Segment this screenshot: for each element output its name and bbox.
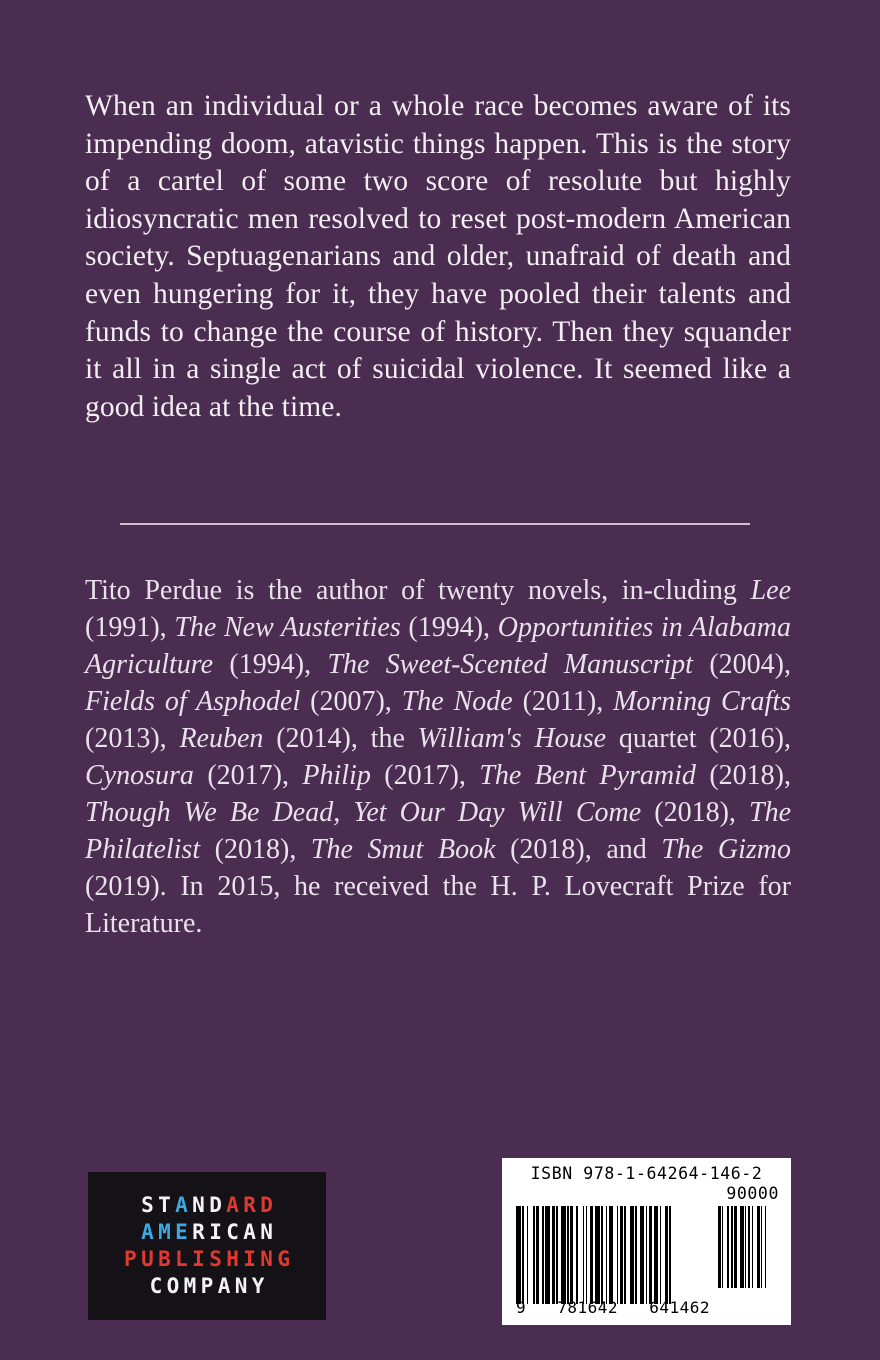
- logo-letter: E: [175, 1220, 188, 1244]
- book-title: The Gizmo: [661, 834, 791, 865]
- logo-letter: A: [141, 1220, 154, 1244]
- logo-letter: T: [158, 1193, 171, 1217]
- logo-letter: I: [192, 1247, 205, 1271]
- logo-letter: I: [209, 1220, 222, 1244]
- book-blurb: When an individual or a whole race becomes aware of its impending doom, atavistic things happen. This is the story of a cartel of some two score of resolute but highly idiosyncratic men resolved to reset post-modern American society. Septuagenarians and older, unafraid of death and even hungering for it, they have pooled their talents and funds to change the course of history. Then they squander it all in a single act of suicidal violence. It seemed like a good idea at the time.: [85, 90, 791, 423]
- logo-letter: P: [124, 1247, 137, 1271]
- ean13-digit-group: 9: [516, 1298, 527, 1317]
- logo-letter: N: [260, 1220, 273, 1244]
- logo-letter: C: [149, 1274, 163, 1298]
- logo-letter: Y: [251, 1274, 265, 1298]
- book-title: The Smut Book: [310, 834, 496, 865]
- logo-letter: R: [192, 1220, 205, 1244]
- logo-letter: B: [158, 1247, 171, 1271]
- barcode-space: [766, 1206, 770, 1288]
- logo-letter: A: [226, 1193, 239, 1217]
- publisher-logo-line-4: [147, 1276, 266, 1297]
- publisher-logo-line-3: [122, 1249, 292, 1270]
- book-title: The Philatelist: [85, 797, 791, 865]
- price-code-label: 90000: [726, 1184, 779, 1203]
- book-title: The Bent Pyramid: [479, 760, 696, 791]
- section-divider: [120, 523, 750, 525]
- publisher-logo-line-1: [139, 1195, 275, 1216]
- barcode-space: [671, 1206, 676, 1304]
- logo-letter: G: [277, 1247, 290, 1271]
- ean13-digit-group: 641462: [649, 1298, 710, 1317]
- logo-letter: I: [243, 1247, 256, 1271]
- book-title: Lee: [750, 575, 791, 606]
- publisher-logo-line-2: [139, 1222, 275, 1243]
- logo-letter: P: [200, 1274, 214, 1298]
- logo-letter: R: [243, 1193, 256, 1217]
- logo-letter: D: [209, 1193, 222, 1217]
- barcode-block: [502, 1158, 791, 1325]
- logo-letter: H: [226, 1247, 239, 1271]
- ean13-bars: [516, 1206, 710, 1304]
- book-title: William's House: [417, 723, 607, 754]
- logo-letter: M: [183, 1274, 197, 1298]
- book-title: Fields of Asphodel: [85, 686, 301, 717]
- publisher-logo-lines: [88, 1172, 326, 1320]
- logo-letter: C: [226, 1220, 239, 1244]
- book-title: The New Austerities: [174, 612, 401, 643]
- book-title: Cynosura: [85, 760, 194, 791]
- ean13-digits: [516, 1298, 710, 1317]
- logo-letter: L: [175, 1247, 188, 1271]
- logo-letter: M: [158, 1220, 171, 1244]
- logo-letter: S: [209, 1247, 222, 1271]
- logo-letter: A: [243, 1220, 256, 1244]
- logo-letter: U: [141, 1247, 154, 1271]
- logo-letter: D: [260, 1193, 273, 1217]
- logo-letter: N: [234, 1274, 248, 1298]
- logo-letter: A: [217, 1274, 231, 1298]
- logo-letter: O: [166, 1274, 180, 1298]
- logo-letter: S: [141, 1193, 154, 1217]
- book-title: Philip: [302, 760, 371, 791]
- book-title: The Sweet-Scented Manuscript: [327, 649, 693, 680]
- author-bio: Tito Perdue is the author of twenty novels, in-cluding Lee (1991), The New Austerities (1994), Opportunities in Alabama Agriculture (1994), The Sweet-Scented Manuscript (2004), Fields of Asphodel (2007), The Node (2011), Morning Crafts (2013), Reuben (2014), the William's House quartet (2016), Cynosura (2017), Philip (2017), The Bent Pyramid (2018), Though We Be Dead, Yet Our Day Will Come (2018), The Philatelist (2018), The Smut Book (2018), and The Gizmo (2019). In 2015, he received the H. P. Lovecraft Prize for Literature.: [85, 575, 791, 939]
- book-title: Reuben: [179, 723, 264, 754]
- book-title: The Node: [401, 686, 513, 717]
- book-title: Morning Crafts: [613, 686, 791, 717]
- isbn-label: ISBN 978-1-64264-146-2: [530, 1164, 763, 1183]
- book-title: Opportunities in Alabama Agriculture: [85, 612, 791, 680]
- ean13-digit-group: 781642: [557, 1298, 619, 1317]
- book-title: Though We Be Dead, Yet Our Day Will Come: [85, 797, 642, 828]
- logo-letter: N: [192, 1193, 205, 1217]
- logo-letter: N: [260, 1247, 273, 1271]
- logo-letter: A: [175, 1193, 188, 1217]
- ean5-addon-bars: [718, 1206, 778, 1288]
- publisher-logo: [88, 1172, 326, 1320]
